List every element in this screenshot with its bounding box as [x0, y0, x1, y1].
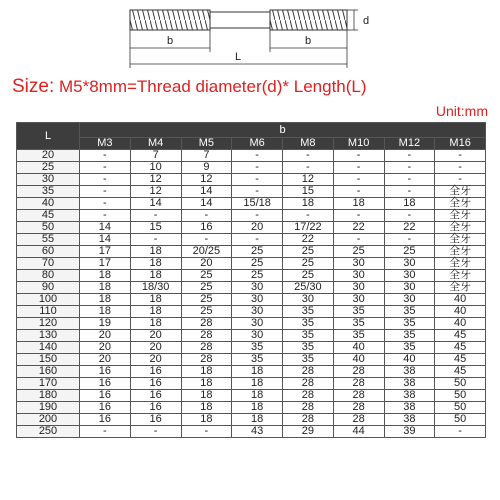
table-cell: 16 [130, 414, 181, 426]
table-cell: 15 [130, 222, 181, 234]
table-cell: 9 [181, 162, 232, 174]
table-cell: 45 [435, 342, 486, 354]
table-cell: 28 [283, 390, 334, 402]
table-cell: - [232, 234, 283, 246]
length-cell: 60 [17, 246, 80, 258]
table-row [17, 150, 486, 162]
l-label: L [234, 51, 242, 63]
length-cell: 200 [17, 414, 80, 426]
table-row [17, 342, 486, 354]
table-cell: 30 [232, 282, 283, 294]
table-cell: 30 [232, 318, 283, 330]
table-cell: 全牙 [435, 282, 486, 294]
stud-bolt-diagram [0, 0, 500, 72]
table-cell: 全牙 [435, 198, 486, 210]
table-cell: - [181, 234, 232, 246]
table-cell: 35 [283, 342, 334, 354]
table-cell: 35 [283, 306, 334, 318]
table-cell: 38 [384, 402, 435, 414]
table-cell: 15 [283, 186, 334, 198]
length-cell: 120 [17, 318, 80, 330]
table-cell: 18 [181, 366, 232, 378]
table-cell: 全牙 [435, 234, 486, 246]
table-cell: 28 [333, 402, 384, 414]
table-cell: - [384, 174, 435, 186]
table-cell: 17 [80, 246, 131, 258]
table-cell: 40 [384, 354, 435, 366]
table-row [17, 246, 486, 258]
table-cell: 14 [181, 198, 232, 210]
table-cell: 25 [181, 294, 232, 306]
length-cell: 55 [17, 234, 80, 246]
length-cell: 250 [17, 426, 80, 438]
table-cell: - [333, 234, 384, 246]
table-cell: 40 [435, 294, 486, 306]
size-caption [12, 76, 367, 98]
table-cell: 18 [384, 198, 435, 210]
length-cell: 80 [17, 270, 80, 282]
table-cell: 18 [232, 402, 283, 414]
table-cell: 28 [181, 342, 232, 354]
length-cell: 25 [17, 162, 80, 174]
table-cell: 15/18 [232, 198, 283, 210]
table-cell: - [283, 210, 334, 222]
table-cell: 45 [435, 354, 486, 366]
table-cell: - [283, 162, 334, 174]
table-cell: 14 [130, 198, 181, 210]
table-cell: 7 [130, 150, 181, 162]
table-cell: 16 [130, 378, 181, 390]
table-row [17, 330, 486, 342]
table-cell: 30 [232, 306, 283, 318]
table-cell: 50 [435, 402, 486, 414]
b-label-left: b [166, 35, 174, 47]
table-cell: - [232, 210, 283, 222]
table-cell: 35 [384, 342, 435, 354]
table-cell: 50 [435, 414, 486, 426]
table-cell: 35 [384, 318, 435, 330]
length-cell: 130 [17, 330, 80, 342]
table-cell: 50 [435, 390, 486, 402]
table-cell: 45 [435, 330, 486, 342]
table-cell: 25 [232, 258, 283, 270]
table-cell: - [384, 186, 435, 198]
table-cell: - [435, 162, 486, 174]
b-header: b [80, 123, 486, 138]
table-cell: 20 [80, 330, 131, 342]
table-cell: 28 [333, 390, 384, 402]
table-cell: 28 [181, 354, 232, 366]
dimension-table [16, 122, 486, 438]
table-cell: 16 [80, 402, 131, 414]
table-row [17, 378, 486, 390]
table-cell: 44 [333, 426, 384, 438]
table-cell: 29 [283, 426, 334, 438]
table-cell: 全牙 [435, 258, 486, 270]
table-cell: 16 [80, 390, 131, 402]
table-cell: - [80, 150, 131, 162]
table-cell: 12 [130, 174, 181, 186]
length-cell: 35 [17, 186, 80, 198]
table-cell: 39 [384, 426, 435, 438]
table-cell: 40 [333, 342, 384, 354]
table-cell: 17 [80, 258, 131, 270]
table-cell: 30 [333, 294, 384, 306]
table-cell: - [232, 150, 283, 162]
table-cell: 38 [384, 414, 435, 426]
table-cell: 18 [80, 294, 131, 306]
table-row [17, 306, 486, 318]
table-cell: - [384, 150, 435, 162]
size-description: M5*8mm=Thread diameter(d)* Length(L) [58, 77, 367, 96]
table-cell: 28 [283, 378, 334, 390]
table-cell: 12 [130, 186, 181, 198]
table-cell: - [130, 426, 181, 438]
table-cell: - [333, 162, 384, 174]
length-cell: 160 [17, 366, 80, 378]
size-header-m6: M6 [232, 138, 283, 150]
table-cell: 25/30 [283, 282, 334, 294]
table-cell: 18 [130, 318, 181, 330]
table-cell: 35 [283, 318, 334, 330]
table-cell: 16 [80, 414, 131, 426]
size-header-row [17, 138, 486, 150]
table-cell: 18 [232, 414, 283, 426]
table-cell: 35 [232, 354, 283, 366]
table-cell: 28 [283, 414, 334, 426]
stud-bolt-shape [130, 10, 347, 30]
table-cell: 16 [130, 390, 181, 402]
table-cell: - [283, 150, 334, 162]
table-cell: 18 [181, 378, 232, 390]
table-cell: 全牙 [435, 210, 486, 222]
table-cell: 18 [130, 258, 181, 270]
table-cell: - [333, 150, 384, 162]
table-cell: 25 [333, 246, 384, 258]
d-label: d [363, 15, 370, 27]
table-cell: 25 [232, 246, 283, 258]
table-row [17, 282, 486, 294]
table-cell: - [384, 210, 435, 222]
table-cell: - [333, 210, 384, 222]
table-cell: - [435, 150, 486, 162]
table-cell: 30 [333, 282, 384, 294]
table-cell: 40 [435, 306, 486, 318]
size-header-m16: M16 [435, 138, 486, 150]
table-row [17, 294, 486, 306]
table-cell: 35 [384, 306, 435, 318]
table-cell: 全牙 [435, 246, 486, 258]
length-cell: 110 [17, 306, 80, 318]
table-cell: - [384, 162, 435, 174]
table-cell: 35 [333, 330, 384, 342]
table-cell: - [181, 426, 232, 438]
table-cell: 50 [435, 378, 486, 390]
length-cell: 50 [17, 222, 80, 234]
table-cell: - [333, 174, 384, 186]
unit-label: Unit:mm [435, 103, 488, 119]
table-row [17, 258, 486, 270]
table-cell: 18 [80, 270, 131, 282]
table-cell: 35 [283, 354, 334, 366]
table-cell: 18 [80, 282, 131, 294]
table-row [17, 186, 486, 198]
table-cell: - [384, 234, 435, 246]
table-cell: 43 [232, 426, 283, 438]
table-cell: 28 [333, 414, 384, 426]
table-cell: 30 [232, 330, 283, 342]
table-cell: 30 [384, 294, 435, 306]
table-cell: 25 [181, 282, 232, 294]
table-cell: 20 [80, 342, 131, 354]
table-cell: 18 [333, 198, 384, 210]
table-cell: 35 [232, 342, 283, 354]
table-cell: 45 [435, 366, 486, 378]
table-cell: 全牙 [435, 222, 486, 234]
table-cell: 10 [130, 162, 181, 174]
table-cell: 20 [130, 342, 181, 354]
table-cell: - [80, 426, 131, 438]
table-cell: 28 [283, 366, 334, 378]
table-cell: 12 [181, 174, 232, 186]
table-cell: 7 [181, 150, 232, 162]
table-cell: 22 [283, 234, 334, 246]
table-cell: 18 [181, 390, 232, 402]
length-cell: 20 [17, 150, 80, 162]
size-header-m3: M3 [80, 138, 131, 150]
length-cell: 180 [17, 390, 80, 402]
l-header: L [17, 123, 80, 150]
table-cell: 19 [80, 318, 131, 330]
table-cell: 14 [181, 186, 232, 198]
length-cell: 30 [17, 174, 80, 186]
table-cell: 25 [283, 270, 334, 282]
table-cell: 30 [232, 294, 283, 306]
table-cell: - [80, 186, 131, 198]
table-cell: 17/22 [283, 222, 334, 234]
table-row [17, 354, 486, 366]
table-cell: 25 [181, 270, 232, 282]
table-cell: - [130, 234, 181, 246]
table-cell: 全牙 [435, 270, 486, 282]
size-label: Size: [12, 76, 55, 97]
table-cell: 18/30 [130, 282, 181, 294]
table-cell: 18 [130, 294, 181, 306]
table-cell: - [181, 210, 232, 222]
table-cell: 30 [384, 258, 435, 270]
table-body [17, 150, 486, 438]
table-cell: 14 [80, 234, 131, 246]
length-cell: 40 [17, 198, 80, 210]
table-cell: 20/25 [181, 246, 232, 258]
size-header-m12: M12 [384, 138, 435, 150]
length-cell: 45 [17, 210, 80, 222]
table-cell: - [333, 186, 384, 198]
table-cell: 38 [384, 378, 435, 390]
table-cell: - [435, 426, 486, 438]
table-cell: 38 [384, 366, 435, 378]
length-cell: 190 [17, 402, 80, 414]
table-row [17, 234, 486, 246]
table-row [17, 174, 486, 186]
table-cell: 35 [333, 318, 384, 330]
table-cell: 14 [80, 222, 131, 234]
table-cell: - [435, 174, 486, 186]
length-cell: 90 [17, 282, 80, 294]
table-row [17, 402, 486, 414]
table-row [17, 222, 486, 234]
table-cell: 18 [232, 366, 283, 378]
table-cell: 20 [232, 222, 283, 234]
table-cell: 38 [384, 390, 435, 402]
table-cell: 20 [130, 354, 181, 366]
table-row [17, 318, 486, 330]
table-cell: 16 [130, 402, 181, 414]
table-cell: 30 [333, 270, 384, 282]
table-cell: - [80, 210, 131, 222]
length-cell: 140 [17, 342, 80, 354]
table-cell: 28 [333, 366, 384, 378]
table-cell: - [80, 198, 131, 210]
table-cell: 18 [181, 402, 232, 414]
size-header-m4: M4 [130, 138, 181, 150]
table-row [17, 270, 486, 282]
table-cell: 18 [232, 390, 283, 402]
table-cell: 18 [232, 378, 283, 390]
table-cell: - [130, 210, 181, 222]
table-cell: 22 [384, 222, 435, 234]
table-cell: 12 [283, 174, 334, 186]
table-cell: 16 [80, 366, 131, 378]
table-cell: 16 [181, 222, 232, 234]
table-cell: 40 [435, 318, 486, 330]
table-cell: 25 [283, 258, 334, 270]
table-cell: 28 [181, 330, 232, 342]
table-cell: 30 [283, 294, 334, 306]
table-row [17, 414, 486, 426]
length-cell: 150 [17, 354, 80, 366]
length-cell: 170 [17, 378, 80, 390]
table-cell: - [232, 162, 283, 174]
table-cell: 40 [333, 354, 384, 366]
table-cell: 18 [181, 414, 232, 426]
table-cell: 18 [283, 198, 334, 210]
table-cell: 25 [232, 270, 283, 282]
table-cell: 30 [333, 258, 384, 270]
table-cell: 全牙 [435, 186, 486, 198]
table-cell: 16 [80, 378, 131, 390]
size-header-m10: M10 [333, 138, 384, 150]
table-cell: 35 [333, 306, 384, 318]
table-cell: 20 [80, 354, 131, 366]
length-cell: 100 [17, 294, 80, 306]
table-cell: 18 [130, 246, 181, 258]
table-cell: 22 [333, 222, 384, 234]
table-row [17, 366, 486, 378]
table-row [17, 162, 486, 174]
table-cell: 25 [283, 246, 334, 258]
table-cell: 30 [384, 282, 435, 294]
table-cell: 16 [130, 366, 181, 378]
table-cell: 18 [80, 306, 131, 318]
table-cell: 20 [130, 330, 181, 342]
table-row [17, 210, 486, 222]
table-row [17, 198, 486, 210]
size-header-m8: M8 [283, 138, 334, 150]
table-cell: 18 [130, 270, 181, 282]
table-cell: - [232, 174, 283, 186]
table-cell: 35 [384, 330, 435, 342]
table-cell: 30 [384, 270, 435, 282]
table-cell: 35 [283, 330, 334, 342]
table-cell: - [80, 174, 131, 186]
table-cell: 28 [181, 318, 232, 330]
table-row [17, 390, 486, 402]
b-label-right: b [304, 35, 312, 47]
table-cell: 20 [181, 258, 232, 270]
table-cell: 25 [181, 306, 232, 318]
size-header-m5: M5 [181, 138, 232, 150]
table-cell: - [232, 186, 283, 198]
length-cell: 70 [17, 258, 80, 270]
table-cell: - [80, 162, 131, 174]
table-row [17, 426, 486, 438]
table-cell: 25 [384, 246, 435, 258]
table-cell: 18 [130, 306, 181, 318]
table-cell: 28 [333, 378, 384, 390]
table-cell: 28 [283, 402, 334, 414]
